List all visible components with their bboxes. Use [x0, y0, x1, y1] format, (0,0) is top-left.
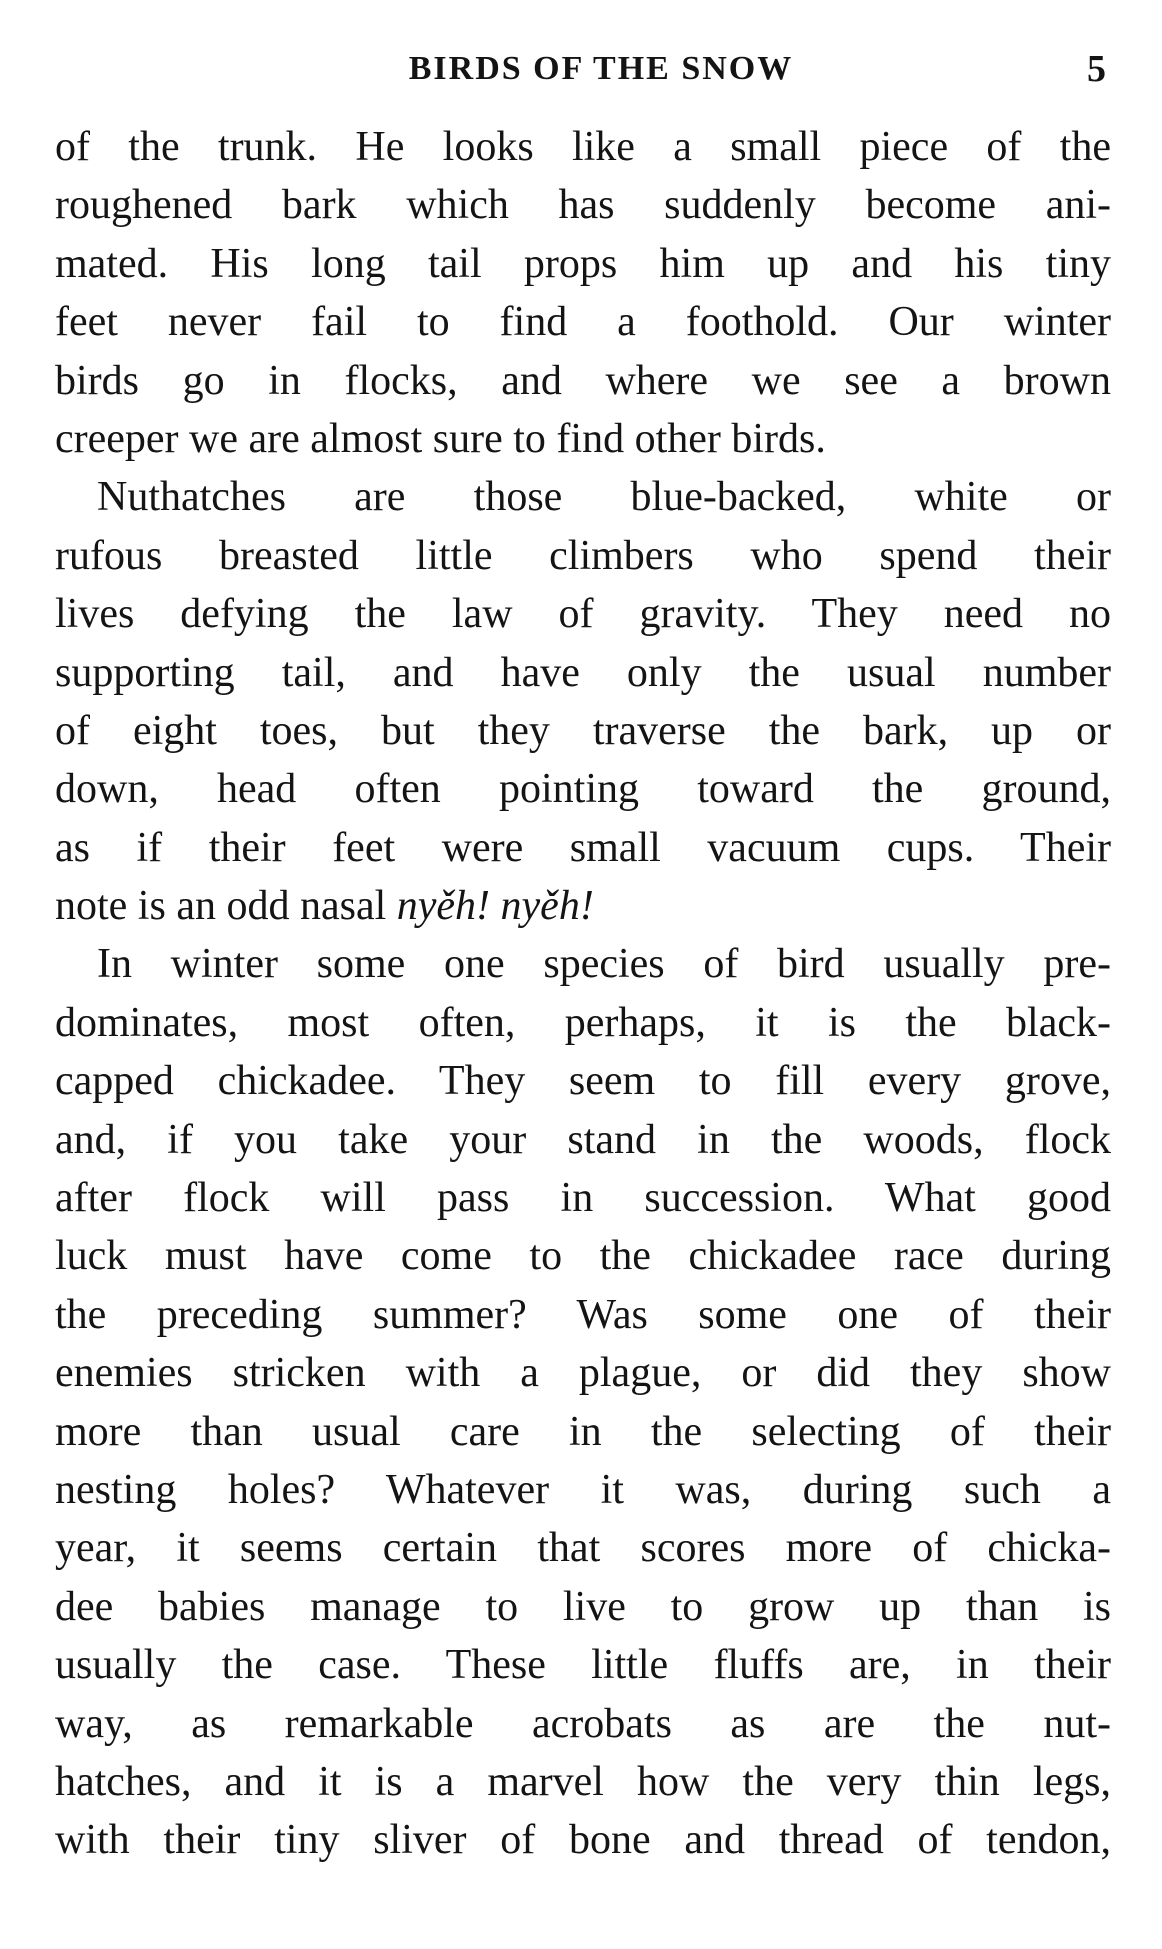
text-line: In winter some one species of bird usually pre-: [97, 941, 1111, 988]
text-line: birds go in flocks, and where we see a brown: [55, 357, 1111, 404]
text-line: year, it seems certain that scores more of chicka-: [55, 1525, 1111, 1572]
text-line: roughened bark which has suddenly become ani-: [55, 182, 1111, 229]
text-line: capped chickadee. They seem to fill every grove,: [55, 1058, 1111, 1105]
text-line: creeper we are almost sure to find other birds.: [55, 415, 826, 462]
text-line: of the trunk. He looks like a small piece of the: [55, 124, 1111, 170]
text-line: feet never fail to find a foothold. Our winter: [55, 299, 1111, 346]
text-line: rufous breasted little climbers who spend their: [55, 532, 1111, 579]
text-line: [55, 877, 1111, 935]
text-line: nesting holes? Whatever it was, during such a: [55, 1466, 1111, 1513]
paragraph-3: [55, 935, 1111, 1869]
text-line: with their tiny sliver of bone and thread of tendon,: [55, 1817, 1111, 1864]
text-line: of eight toes, but they traverse the bark, up or: [55, 707, 1111, 754]
text-line: usually the case. These little fluffs are, in their: [55, 1642, 1111, 1689]
text-line: dee babies manage to live to grow up than is: [55, 1583, 1111, 1630]
text-line: more than usual care in the selecting of their: [55, 1408, 1111, 1455]
text-line: lives defying the law of gravity. They need no: [55, 591, 1111, 638]
paragraph-1: [55, 118, 1111, 468]
body-text: [55, 118, 1111, 1870]
text-line: and, if you take your stand in the woods, flock: [55, 1116, 1111, 1163]
text-line: Nuthatches are those blue-backed, white or: [97, 474, 1111, 521]
page-number: 5: [1087, 48, 1106, 90]
text-line: way, as remarkable acrobats as are the nut-: [55, 1700, 1111, 1747]
text-line: after flock will pass in succession. What good: [55, 1175, 1111, 1222]
text-line: luck must have come to the chickadee race during: [55, 1233, 1111, 1280]
text-line: hatches, and it is a marvel how the very thin legs,: [55, 1758, 1111, 1805]
text-line: mated. His long tail props him up and his tiny: [55, 240, 1111, 287]
text-line: down, head often pointing toward the ground,: [55, 766, 1111, 813]
running-title: BIRDS OF THE SNOW: [408, 50, 794, 87]
paragraph-2: [55, 468, 1111, 935]
text-line: enemies stricken with a plague, or did they show: [55, 1350, 1111, 1397]
text-line: dominates, most often, perhaps, it is the black-: [55, 999, 1111, 1046]
text-run: note is an odd nasal: [55, 883, 397, 930]
text-line: the preceding summer? Was some one of their: [55, 1291, 1111, 1338]
text-line: as if their feet were small vacuum cups. Their: [55, 824, 1111, 871]
italic-phrase: nyěh! nyěh!: [396, 883, 594, 930]
running-head: [0, 44, 1162, 94]
text-line: supporting tail, and have only the usual number: [55, 649, 1111, 696]
